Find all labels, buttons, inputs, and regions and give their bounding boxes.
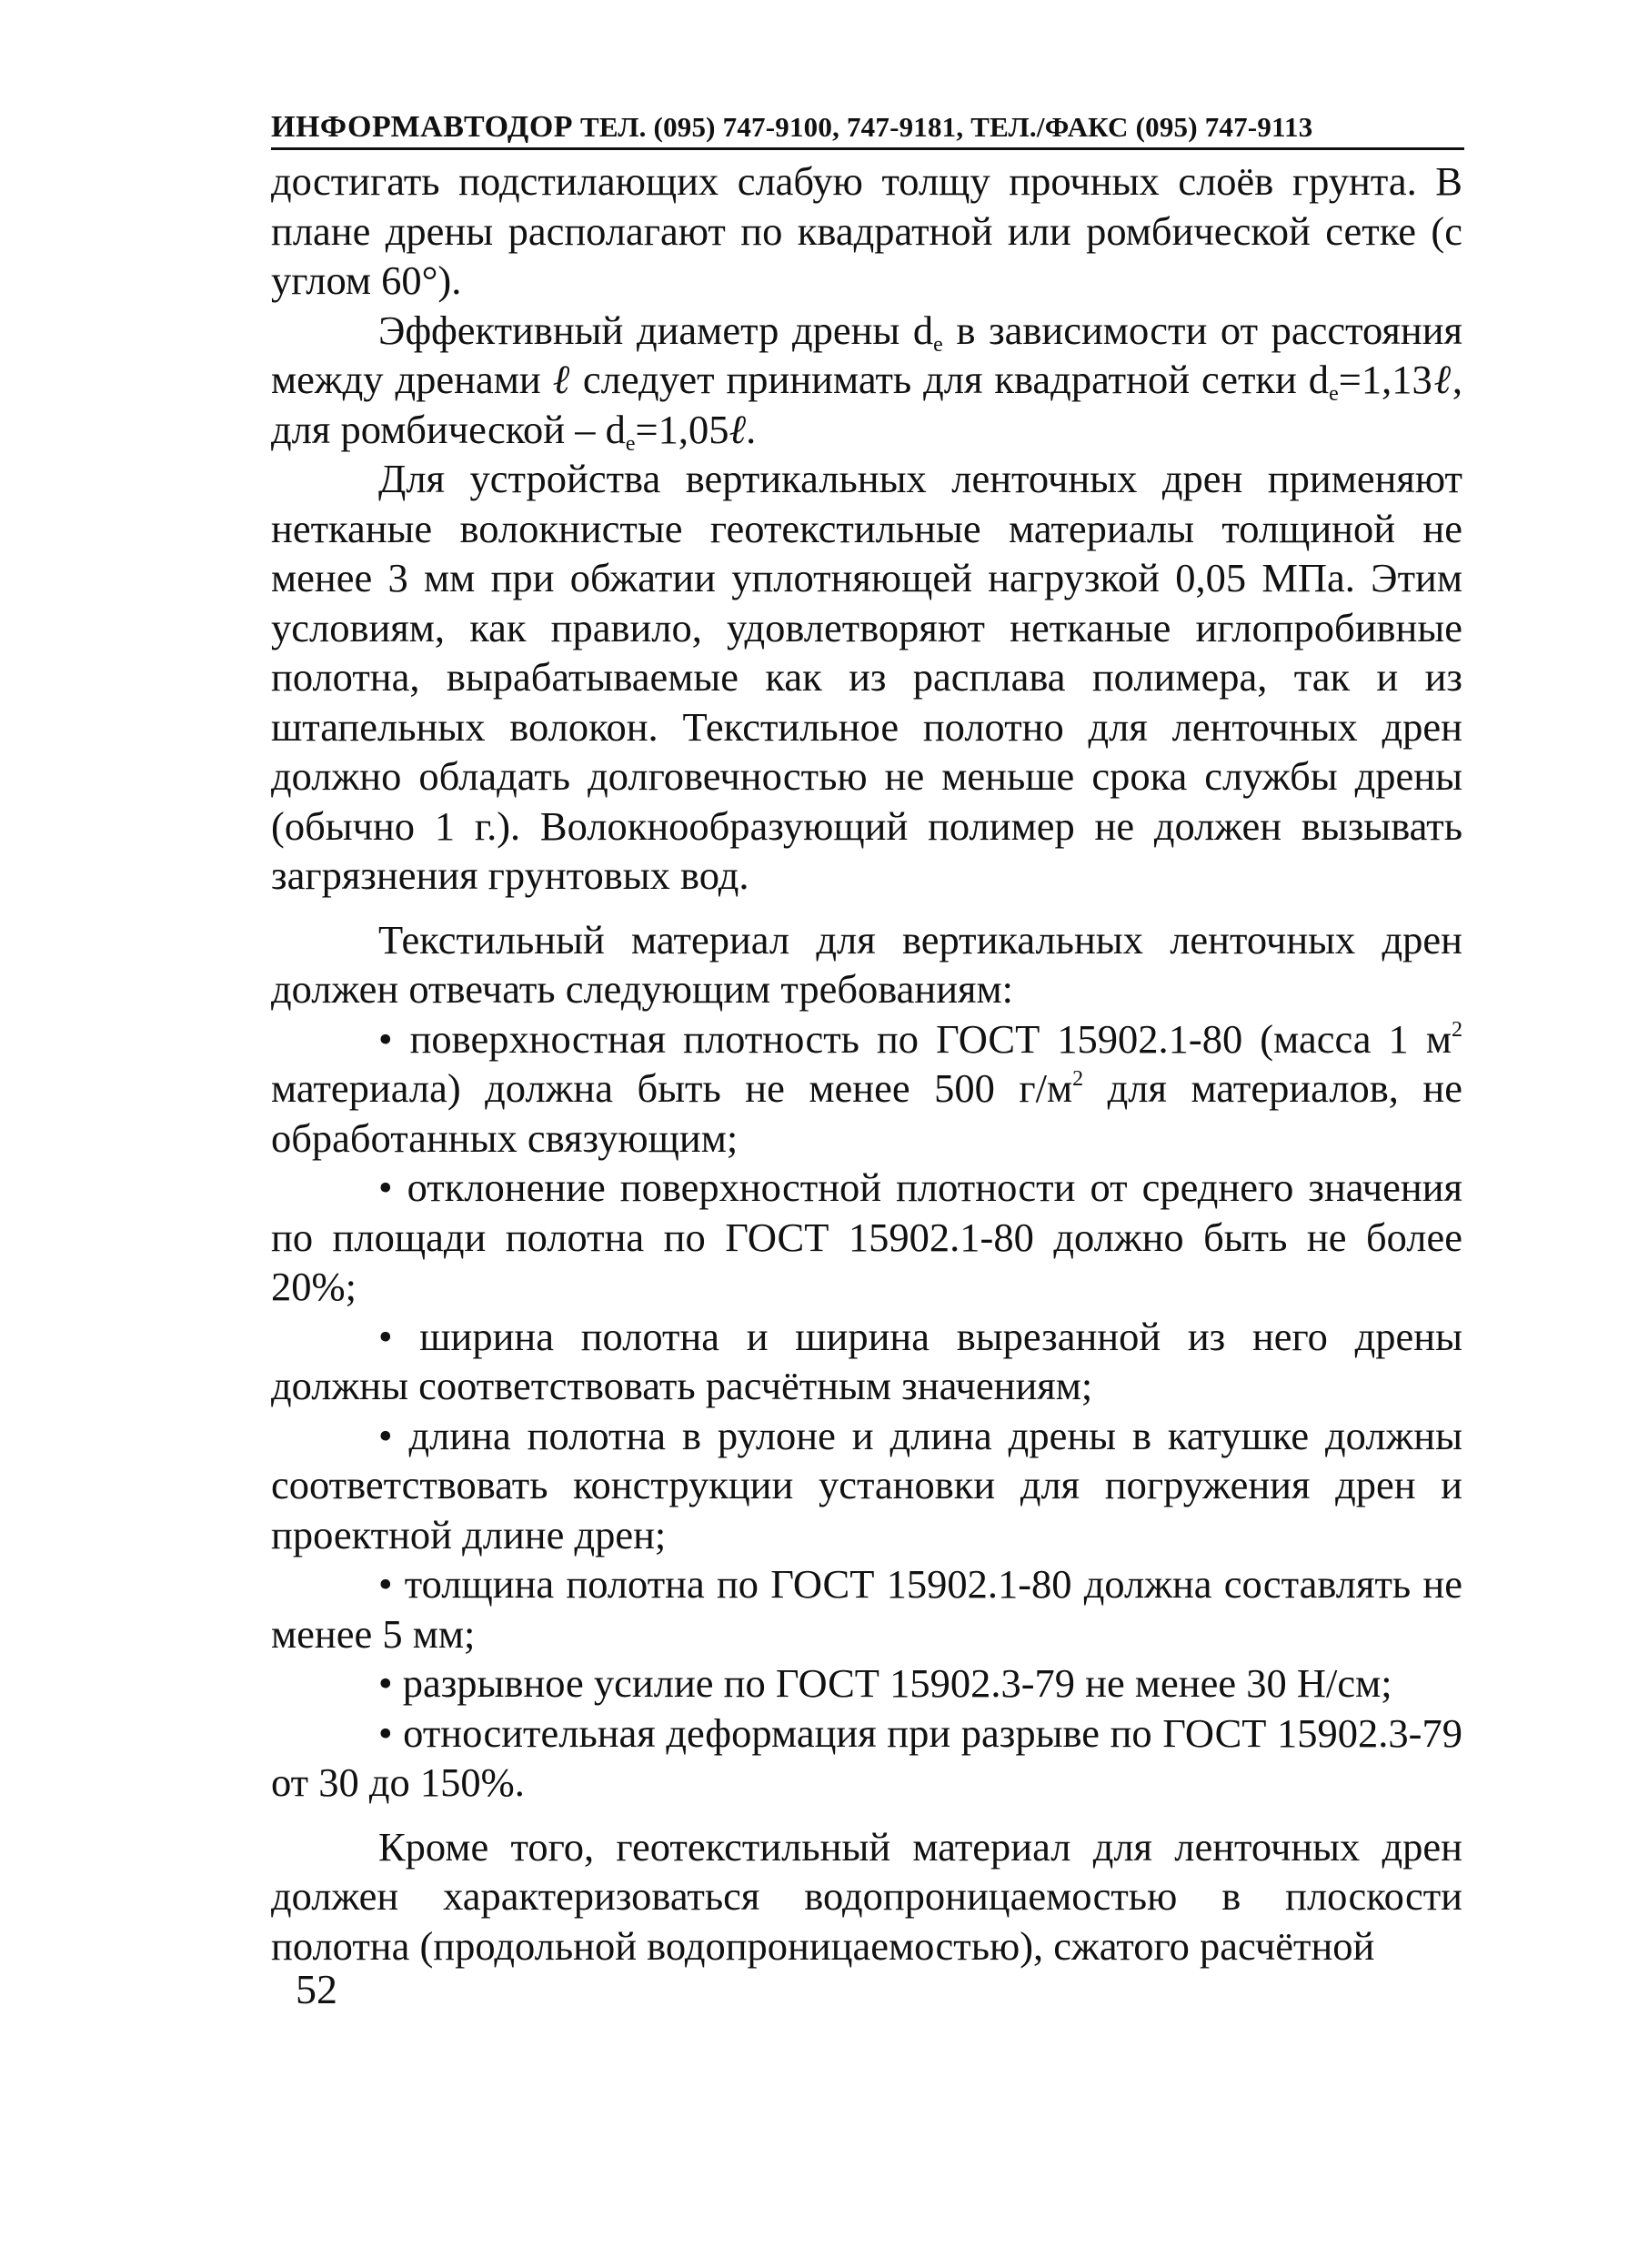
list-item-density-deviation: • отклонение поверхностной плотности от среднего значения по площади полотна по ГОСТ 15902.1-80 должно быть не более 20%;: [271, 1164, 1462, 1309]
paragraph-effective-diameter: Эффективный диаметр дрены $d_e$ в зависимости от расстояния между дренами ℓ следует принимать для квадратной сетки $d_e=1,13\ell$, для ромбической – $d_e=1,05\ell$.: [271, 307, 1462, 456]
list-item-width: • ширина полотна и ширина вырезанной из него дрены должны соответствовать расчётным значениям;: [271, 1313, 1462, 1408]
list-item-breaking-force: • разрывное усилие по ГОСТ 15902.3-79 не менее 30 Н/см;: [378, 1660, 1392, 1706]
list-item-surface-density: • поверхностная плотность по ГОСТ 15902.1-80 (масса 1 $м^2$ материала) должна быть не менее 500 $г/м^2$ для материалов, не обработанных связующим;: [271, 1015, 1462, 1161]
header-contacts: ТЕЛ. (095) 747-9100, 747-9181, ТЕЛ./ФАКС (095) 747-9113: [580, 111, 1313, 143]
paragraph-requirements-intro: Текстильный материал для вертикальных ленточных дрен должен отвечать следующим требованиям:: [271, 916, 1462, 1012]
page-number: 52: [296, 1966, 337, 2012]
list-item-length: • длина полотна в рулоне и длина дрены в катушке должны соответствовать конструкции установки для погружения дрен и проектной длине дрен;: [271, 1412, 1462, 1557]
paragraph-continuation: достигать подстилающих слабую толщу прочных слоёв грунта. В плане дрены располагают по квадратной или ромбической сетке (с углом 60°).: [271, 158, 1462, 303]
header-organization: ИНФОРМАВТОДОР: [271, 110, 574, 144]
list-item-thickness: • толщина полотна по ГОСТ 15902.1-80 должна составлять не менее 5 мм;: [271, 1561, 1462, 1657]
body-text: [271, 156, 1462, 1971]
paragraph-materials: Для устройства вертикальных ленточных дрен применяют нетканые волокнистые геотекстильные материалы толщиной не менее 3 мм при обжатии уплотняющей нагрузкой 0,05 МПа. Этим условиям, как правило, удовлетворяют нетканые иглопробивные полотна, вырабатываемые как из расплава полимера, так и из штапельных волокон. Текстильное полотно для ленточных дрен должно обладать долговечностью не меньше срока службы дрены (обычно 1 г.). Волокнообразующий полимер не должен вызывать загрязнения грунтовых вод.: [271, 456, 1462, 898]
paragraph-permeability: Кроме того, геотекстильный материал для ленточных дрен должен характеризоваться водопроницаемостью в плоскости полотна (продольной водопроницаемостью), сжатого расчётной: [271, 1823, 1462, 1969]
list-item-deformation: • относительная деформация при разрыве по ГОСТ 15902.3-79 от 30 до 150%.: [271, 1709, 1462, 1805]
page-header: [271, 107, 1464, 150]
